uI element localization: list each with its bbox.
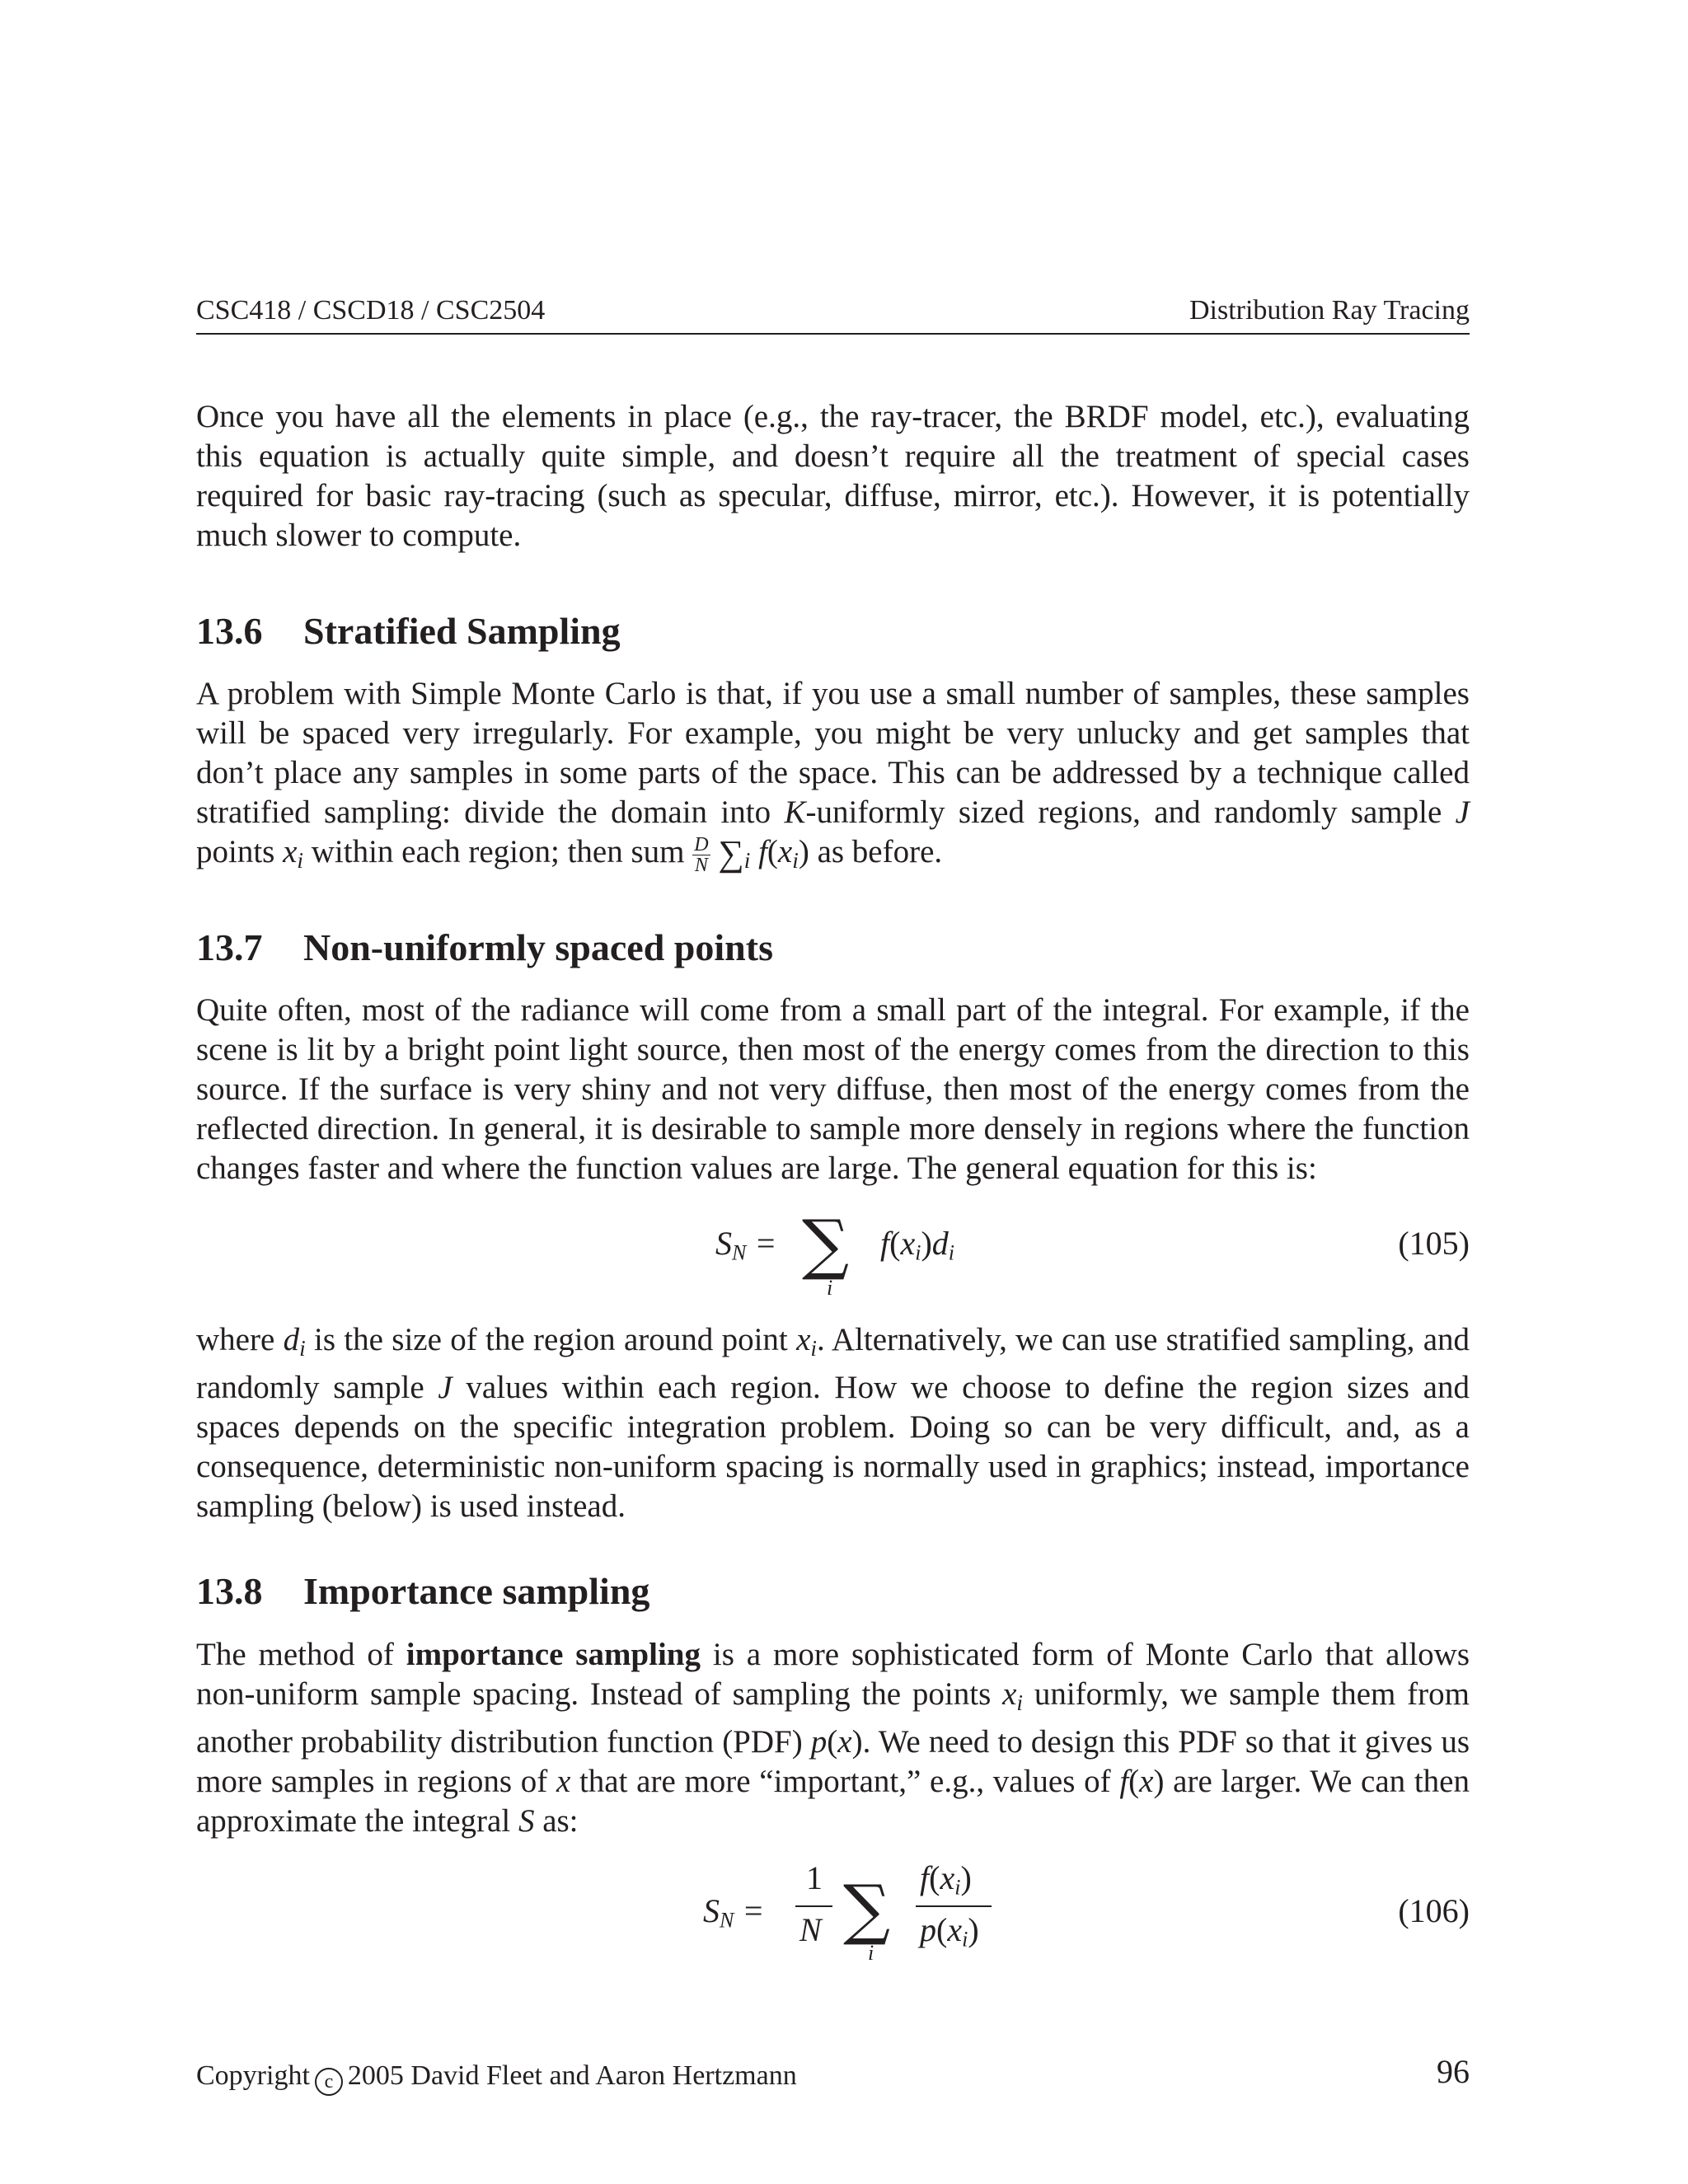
eq-sum-symbol: ∑ — [802, 1206, 850, 1282]
header-chapter: Distribution Ray Tracing — [1189, 295, 1470, 326]
math-x: x — [556, 1763, 571, 1799]
equation-105-formula — [715, 1206, 1045, 1302]
section-heading-13-7 — [196, 925, 773, 971]
bold-term: importance sampling — [406, 1637, 701, 1672]
section-number: 13.8 — [196, 1570, 263, 1612]
eq-index-i: i — [827, 1276, 833, 1300]
math-S: S — [518, 1802, 535, 1839]
section-heading-13-8 — [196, 1568, 649, 1615]
math-J: J — [1455, 794, 1470, 830]
eq-numerator-f: $f(x_i)$ — [920, 1859, 972, 1900]
section-13-6-paragraph: A problem with Simple Monte Carlo is that, if you use a small number of samples, these samples will be spaced very irregularly. For example, you might be very unlucky and get samples that don’t place any samples in some parts of the space. This can be addressed by a technique called stratified sampling: divide the domain into K-uniformly sized regions, and randomly sample J points $x_i$ within each region; then sum $\frac{D}{N}$ $\sum_i$ $f(x_i)$ as before. — [196, 676, 1470, 876]
copyright-word: Copyright — [196, 2060, 310, 2091]
math-x-i: $x_i$ — [796, 1322, 817, 1361]
section-13-8-paragraph: The method of importance sampling is a more sophisticated form of Monte Carlo that allows non-uniform sample spacing. Instead of sampling the points $x_i$ uniformly, we sample them from another probability distribution function (PDF) p(x). We need to design this PDF so that it gives us more samples in regions of x that are more “important,” e.g., values of f(x) are larger. We can then approximate the integral S as: — [196, 1637, 1470, 1839]
equation-number: (105) — [1398, 1225, 1470, 1262]
intro-paragraph: Once you have all the elements in place (e.g., the ray-tracer, the BRDF model, etc.), evaluating this equation is actually quite simple, and doesn’t require all the treatment of special cases required for basic ray-tracing (such as specular, diffuse, mirror, etc.). However, it is potentially much slower to compute. — [196, 399, 1470, 553]
copyright-symbol-icon: c — [315, 2068, 343, 2096]
eq-S-N: $S_N$ = — [715, 1225, 777, 1265]
section-13-7-body-2 — [196, 1320, 1470, 1526]
equation-105 — [196, 1206, 1470, 1302]
section-title: Non-uniformly spaced points — [303, 926, 773, 968]
section-13-7-paragraph-1: Quite often, most of the radiance will come from a small part of the integral. For example, if the scene is lit by a bright point light source, then most of the energy comes from the direction to this source. If the surface is very shiny and not very diffuse, then most of the energy comes from the reflected direction. In general, it is desirable to sample more densely in regions where the function changes faster and where the function values are large. The general equation for this is: — [196, 992, 1470, 1186]
equation-106 — [196, 1858, 1470, 1966]
section-number: 13.7 — [196, 926, 263, 968]
math-K: K — [784, 794, 806, 830]
section-title: Importance sampling — [303, 1570, 650, 1612]
math-f-of-x-i: f — [758, 834, 767, 869]
math-f-of-x: f — [1119, 1763, 1129, 1799]
eq-denominator-N: N — [799, 1911, 822, 1948]
section-13-7-paragraph-2: where $d_i$ is the size of the region around point $x_i$. Alternatively, we can use stratified sampling, and randomly sample J values within each region. How we choose to define the region sizes and spaces depends on the specific integration problem. Doing so can be very difficult, and, as a consequence, deterministic non-uniform spacing is normally used in graphics; instead, importance sampling (below) is used instead. — [196, 1322, 1470, 1524]
math-fraction-D-over-N: $\frac{D}{N}$ — [694, 833, 709, 876]
math-x-i: $x_i$ — [1002, 1676, 1023, 1715]
section-heading-13-6 — [196, 608, 621, 654]
eq-sum-symbol: ∑ — [843, 1871, 891, 1947]
copyright-line — [196, 2060, 797, 2096]
math-sum-symbol: ∑ — [718, 833, 744, 874]
copyright-text: 2005 David Fleet and Aaron Hertzmann — [347, 2060, 797, 2091]
eq-numerator-1: 1 — [806, 1859, 823, 1896]
eq-fraction-bar — [916, 1905, 992, 1907]
section-number: 13.6 — [196, 610, 263, 652]
header-course: CSC418 / CSCD18 / CSC2504 — [196, 295, 546, 326]
section-title: Stratified Sampling — [303, 610, 621, 652]
eq-summand: $f(x_i)d_i$ — [880, 1225, 955, 1265]
eq-S-N: $S_N$ = — [703, 1892, 765, 1933]
running-header — [196, 290, 1470, 335]
math-d-i: $d_i$ — [283, 1322, 306, 1361]
equation-number: (106) — [1398, 1892, 1470, 1929]
section-13-8-body — [196, 1635, 1470, 1841]
page-number: 96 — [1437, 2053, 1470, 2090]
section-13-7-body — [196, 991, 1470, 1188]
math-x-i: $x_i$ — [283, 834, 304, 873]
eq-index-i: i — [868, 1941, 874, 1965]
intro-paragraph-block — [196, 397, 1470, 555]
math-J: J — [438, 1369, 452, 1405]
eq-denominator-p: $p(x_i)$ — [920, 1911, 979, 1952]
eq-fraction-bar — [795, 1905, 832, 1907]
section-13-6-body — [196, 674, 1470, 880]
equation-106-formula — [703, 1858, 1165, 1966]
math-p-of-x: p — [810, 1723, 828, 1760]
